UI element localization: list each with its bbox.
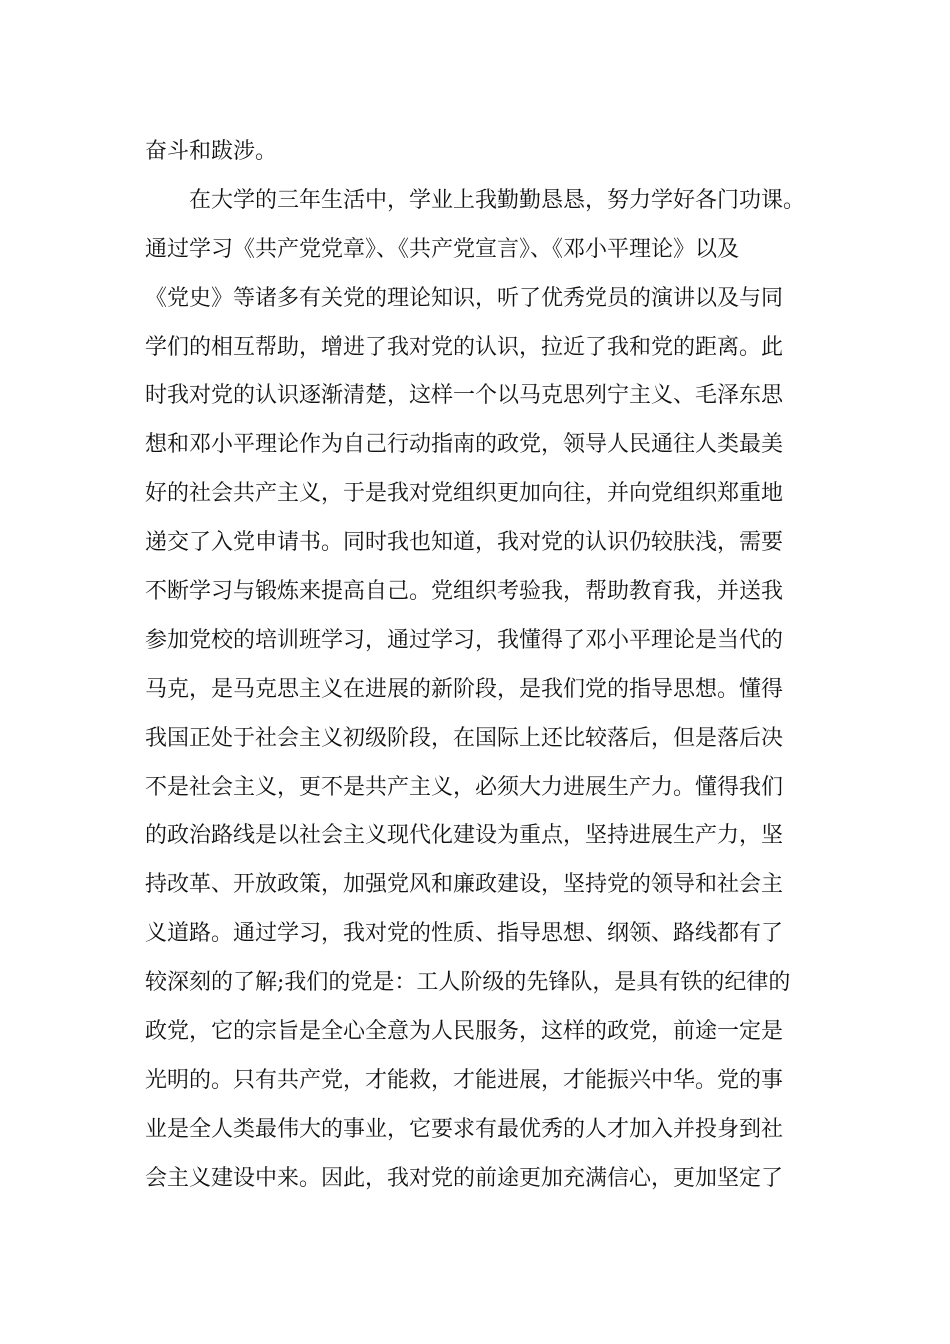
text-line: 义道路。通过学习，我对党的性质、指导思想、纲领、路线都有了 xyxy=(145,921,784,947)
text-line: 好的社会共产主义，于是我对党组织更加向往，并向党组织郑重地 xyxy=(145,481,784,507)
body-text xyxy=(145,128,825,1204)
text-line: 光明的。只有共产党，才能救，才能进展，才能振兴中华。党的事 xyxy=(145,1067,784,1093)
text-line: 参加党校的培训班学习，通过学习，我懂得了邓小平理论是当代的 xyxy=(145,627,784,653)
text-line: 业是全人类最伟大的事业，它要求有最优秀的人才加入并投身到社 xyxy=(145,1116,784,1142)
text-line: 想和邓小平理论作为自己行动指南的政党，领导人民通往人类最美 xyxy=(145,432,784,458)
text-line: 较深刻的了解;我们的党是：工人阶级的先锋队，是具有铁的纪律的 xyxy=(145,970,791,996)
text-line: 的政治路线是以社会主义现代化建设为重点，坚持进展生产力，坚 xyxy=(145,823,784,849)
paragraph-first-line: 在大学的三年生活中，学业上我勤勤恳恳，努力学好各门功课。 xyxy=(189,187,806,213)
text-line: 不是社会主义，更不是共产主义，必须大力进展生产力。懂得我们 xyxy=(145,774,784,800)
text-line: 我国正处于社会主义初级阶段，在国际上还比较落后，但是落后决 xyxy=(145,725,784,751)
text-line: 《党史》等诸多有关党的理论知识，听了优秀党员的演讲以及与同 xyxy=(145,285,784,311)
text-line: 不断学习与锻炼来提高自己。党组织考验我，帮助教育我，并送我 xyxy=(145,579,784,605)
text-line: 马克，是马克思主义在进展的新阶段，是我们党的指导思想。懂得 xyxy=(145,676,784,702)
text-line: 政党，它的宗旨是全心全意为人民服务，这样的政党，前途一定是 xyxy=(145,1019,784,1045)
text-line: 通过学习《共产党党章》、《共产党宣言》、《邓小平理论》以及 xyxy=(145,236,740,262)
text-line: 学们的相互帮助，增进了我对党的认识，拉近了我和党的距离。此 xyxy=(145,334,784,360)
text-line: 会主义建设中来。因此，我对党的前途更加充满信心，更加坚定了 xyxy=(145,1165,784,1191)
text-line: 递交了入党申请书。同时我也知道，我对党的认识仍较肤浅，需要 xyxy=(145,530,784,556)
text-line: 时我对党的认识逐渐清楚，这样一个以马克思列宁主义、毛泽东思 xyxy=(145,383,784,409)
text-line: 奋斗和跋涉。 xyxy=(145,139,278,164)
text-line: 持改革、开放政策，加强党风和廉政建设，坚持党的领导和社会主 xyxy=(145,872,784,898)
